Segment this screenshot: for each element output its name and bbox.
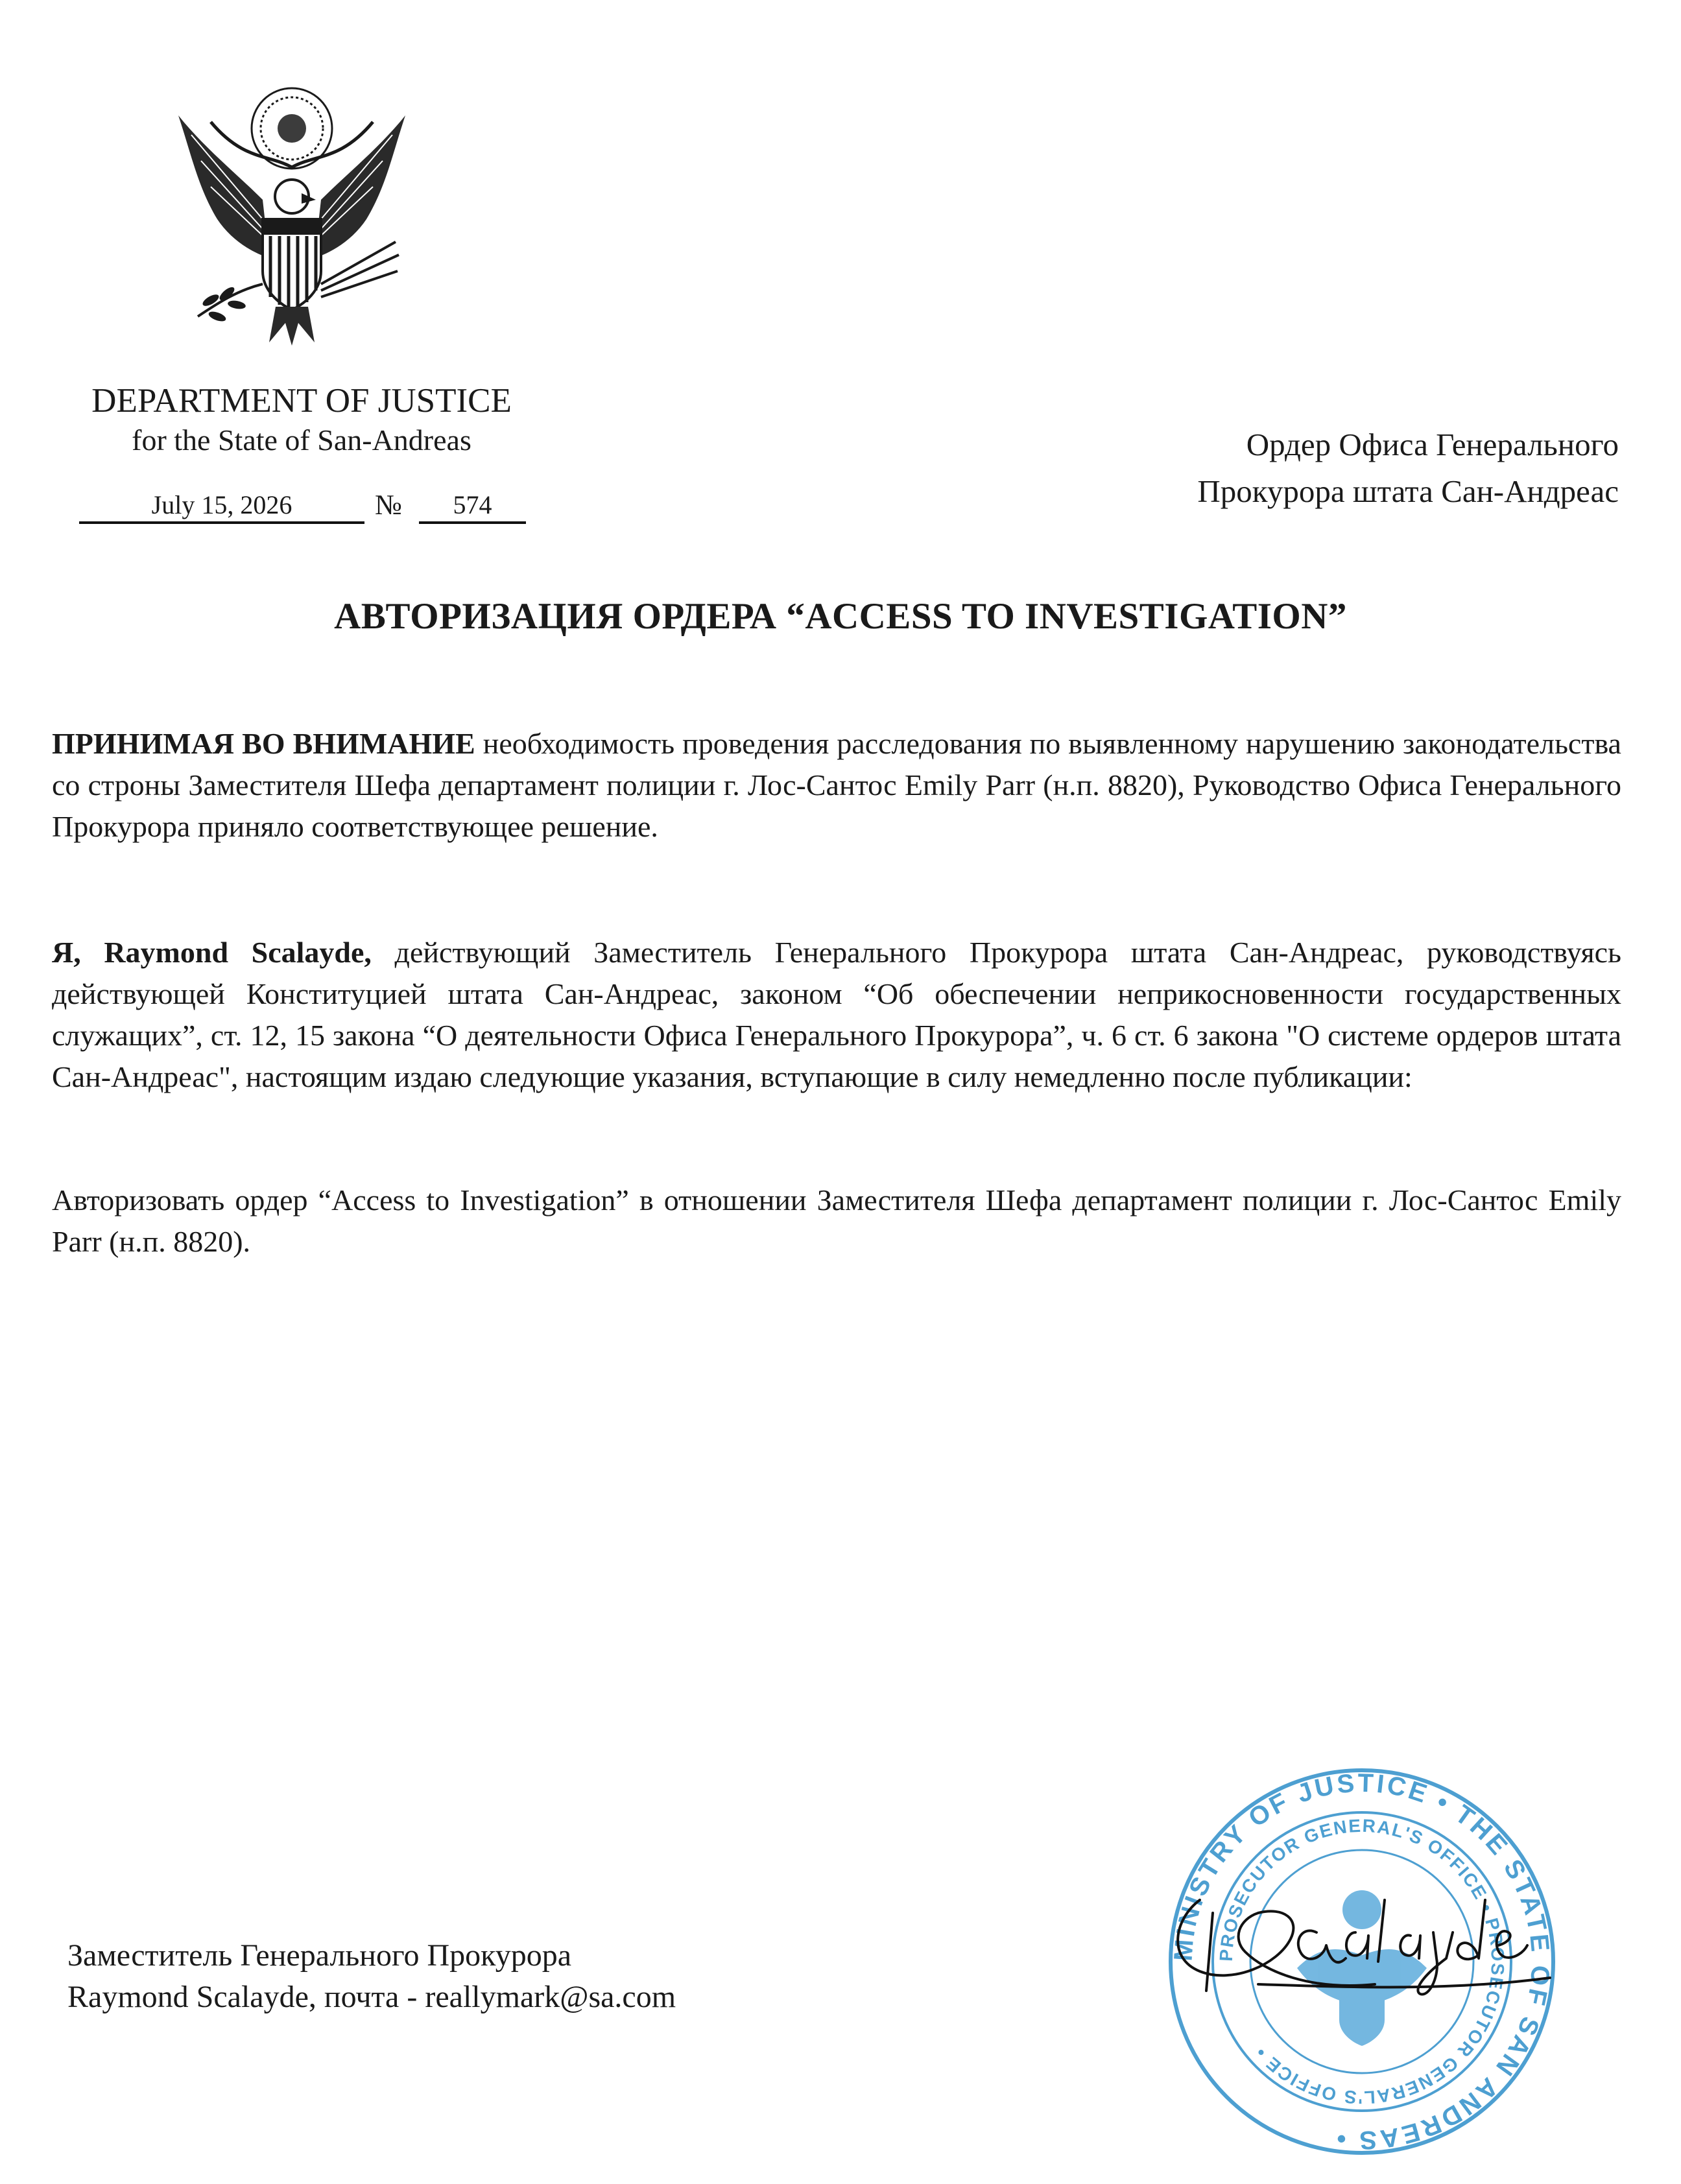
great-seal-eagle-icon	[165, 77, 418, 349]
signatory-title: Заместитель Генерального Прокурора	[67, 1938, 572, 1973]
paragraph-lead: ПРИНИМАЯ ВО ВНИМАНИЕ	[52, 727, 475, 760]
issue-date: July 15, 2026	[79, 489, 364, 524]
paragraph-lead: Я, Raymond Scalayde,	[52, 936, 372, 969]
order-caption-line2: Прокурора штата Сан-Андреас	[1197, 473, 1619, 509]
handwritten-signature	[1161, 1861, 1569, 2017]
paragraph-text: действующий Заместитель Генерального Прокурора штата Сан-Андреас, руководствуясь действующей Конституцией штата Сан-Андреас, законом “Об обеспечении неприкосновенности государственных служащих”, ст. 12, 15 закона “О деятельности Офиса Генерального Прокурора”, ч. 6 ст. 6 закона "О системе ордеров штата Сан-Андреас", настоящим издаю следующие указания, вступающие в силу немедленно после публикации:	[52, 936, 1621, 1093]
paragraph-text: необходимость проведения расследования по выявленному нарушению законодательства со строны Заместителя Шефа департамент полиции г. Лос-Сантос Emily Parr (н.п. 8820), Руководство Офиса Генерального Прокурора приняло соответствующее решение.	[52, 727, 1621, 843]
department-title: DEPARTMENT OF JUSTICE	[91, 382, 512, 420]
signatory-name-email: Raymond Scalayde, почта - reallymark@sa.com	[67, 1980, 676, 2014]
paragraph-authority	[52, 932, 1621, 1098]
order-number: 574	[419, 489, 526, 524]
document-heading: АВТОРИЗАЦИЯ ОРДЕРА “ACCESS TO INVESTIGATION”	[334, 596, 1347, 637]
order-caption-line1: Ордер Офиса Генерального	[1246, 427, 1619, 462]
order-caption	[1197, 421, 1619, 515]
department-subtitle: for the State of San-Andreas	[132, 423, 471, 457]
seal-outer-text: MINISTRY OF JUSTICE • THE STATE OF SAN ANDREAS •	[1169, 1768, 1555, 2155]
paragraph-considering	[52, 723, 1621, 848]
paragraph-authorization: Авторизовать ордер “Access to Investigation” в отношении Заместителя Шефа департамент полиции г. Лос-Сантос Emily Parr (н.п. 8820).	[52, 1183, 1621, 1258]
seal-inner-text: PROSECUTOR GENERAL'S OFFICE • PROSECUTOR GENERAL'S OFFICE •	[1215, 1815, 1508, 2108]
number-sign: №	[375, 489, 402, 521]
